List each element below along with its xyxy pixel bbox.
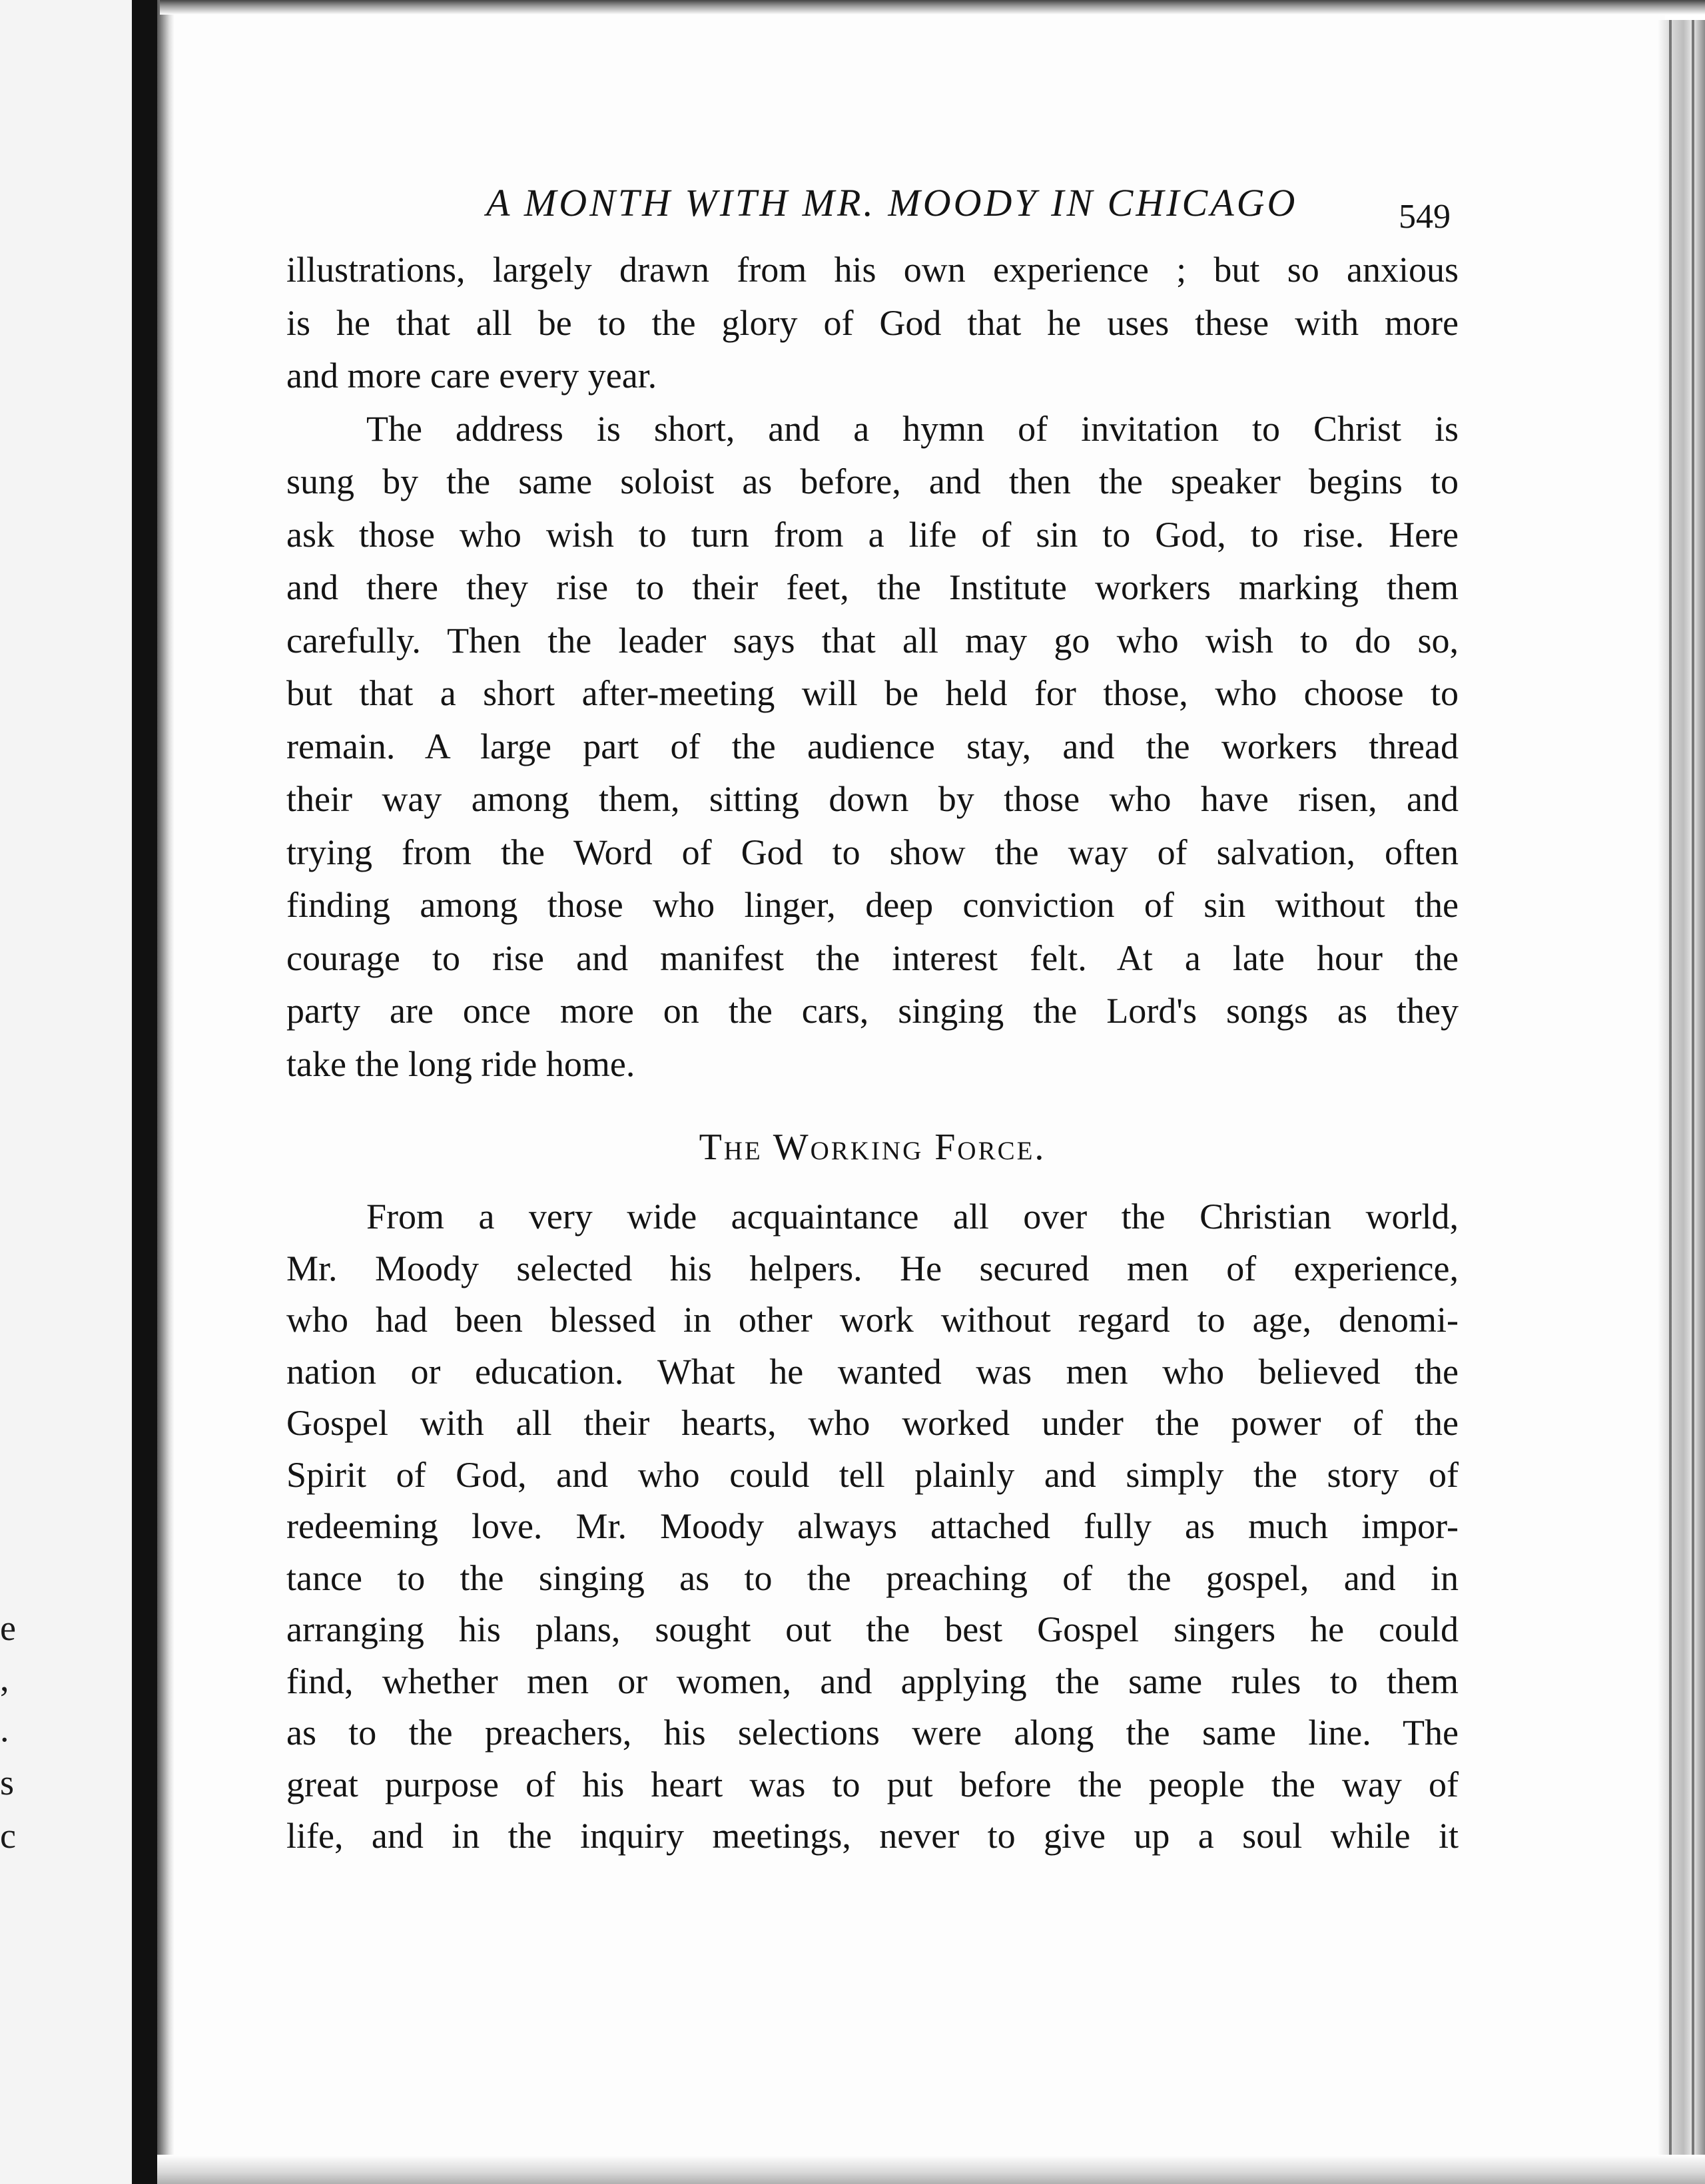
page-stack-line <box>1669 20 1672 2164</box>
text-line: From a very wide acquaintance all over the Christian world, <box>366 1197 1459 1236</box>
page-top-edge <box>160 0 1705 15</box>
facing-page-fragment: , <box>0 1659 9 1699</box>
facing-page-edge <box>0 0 132 2184</box>
text-line: Gospel with all their hearts, who worked under the power of the <box>286 1403 1459 1443</box>
text-line: arranging his plans, sought out the best Gospel singers he could <box>286 1609 1459 1649</box>
text-line: nation or education. What he wanted was men who believed the <box>286 1351 1459 1392</box>
page-number: 549 <box>1399 198 1451 236</box>
text-line: carefully. Then the leader says that all may go who wish to do so, <box>286 620 1459 661</box>
text-line: who had been blessed in other work without regard to age, denomi- <box>286 1300 1459 1340</box>
paragraph <box>286 1191 1459 1862</box>
text-line: Spirit of God, and who could tell plainly and simply the story of <box>286 1454 1459 1495</box>
text-line: illustrations, largely drawn from his own experience ; but so anxious <box>286 250 1459 290</box>
text-line: party are once more on the cars, singing the Lord's songs as they <box>286 991 1459 1031</box>
facing-page-fragment: . <box>0 1709 9 1749</box>
page-body <box>286 244 1459 1862</box>
text-line: Mr. Moody selected his helpers. He secured men of experience, <box>286 1248 1459 1288</box>
text-line: life, and in the inquiry meetings, never to give up a soul while it <box>286 1816 1459 1856</box>
facing-page-fragment: c <box>0 1816 16 1856</box>
text-line: The address is short, and a hymn of invitation to Christ is <box>366 408 1459 449</box>
text-line: take the long ride home. <box>286 1043 635 1084</box>
text-line: find, whether men or women, and applying the same rules to them <box>286 1661 1459 1701</box>
running-head: A MONTH WITH MR. MOODY IN CHICAGO <box>486 181 1298 224</box>
page-bottom-edge <box>157 2155 1705 2184</box>
facing-page-fragment: e <box>0 1608 16 1648</box>
text-line: great purpose of his heart was to put before the people the way of <box>286 1764 1459 1804</box>
paragraph <box>286 403 1459 1091</box>
text-line: trying from the Word of God to show the way of salvation, often <box>286 832 1459 872</box>
facing-page-fragment: s <box>0 1763 15 1802</box>
text-line: remain. A large part of the audience stay, and the workers thread <box>286 726 1459 766</box>
text-line: ask those who wish to turn from a life of sin to God, to rise. Here <box>286 514 1459 555</box>
text-line: finding among those who linger, deep conviction of sin without the <box>286 885 1459 925</box>
text-line: and there they rise to their feet, the Institute workers marking them <box>286 567 1459 607</box>
section-heading: The Working Force. <box>699 1127 1046 1168</box>
text-line: but that a short after-meeting will be held for those, who choose to <box>286 673 1459 713</box>
text-line: as to the preachers, his selections were along the same line. The <box>286 1713 1459 1753</box>
page-stack-line <box>1692 20 1694 2164</box>
text-line: redeeming love. Mr. Moody always attached fully as much impor- <box>286 1506 1459 1546</box>
text-line: tance to the singing as to the preaching of the gospel, and in <box>286 1557 1459 1598</box>
paragraph <box>286 244 1459 403</box>
text-line: their way among them, sitting down by those who have risen, and <box>286 779 1459 819</box>
text-line: courage to rise and manifest the interest felt. At a late hour the <box>286 938 1459 978</box>
gutter-shadow <box>157 0 174 2184</box>
book-gutter <box>132 0 157 2184</box>
text-line: sung by the same soloist as before, and then the speaker begins to <box>286 461 1459 501</box>
page-stack-edge <box>1657 20 1705 2164</box>
text-line: and more care every year. <box>286 356 657 396</box>
text-line: is he that all be to the glory of God that he uses these with more <box>286 302 1459 343</box>
